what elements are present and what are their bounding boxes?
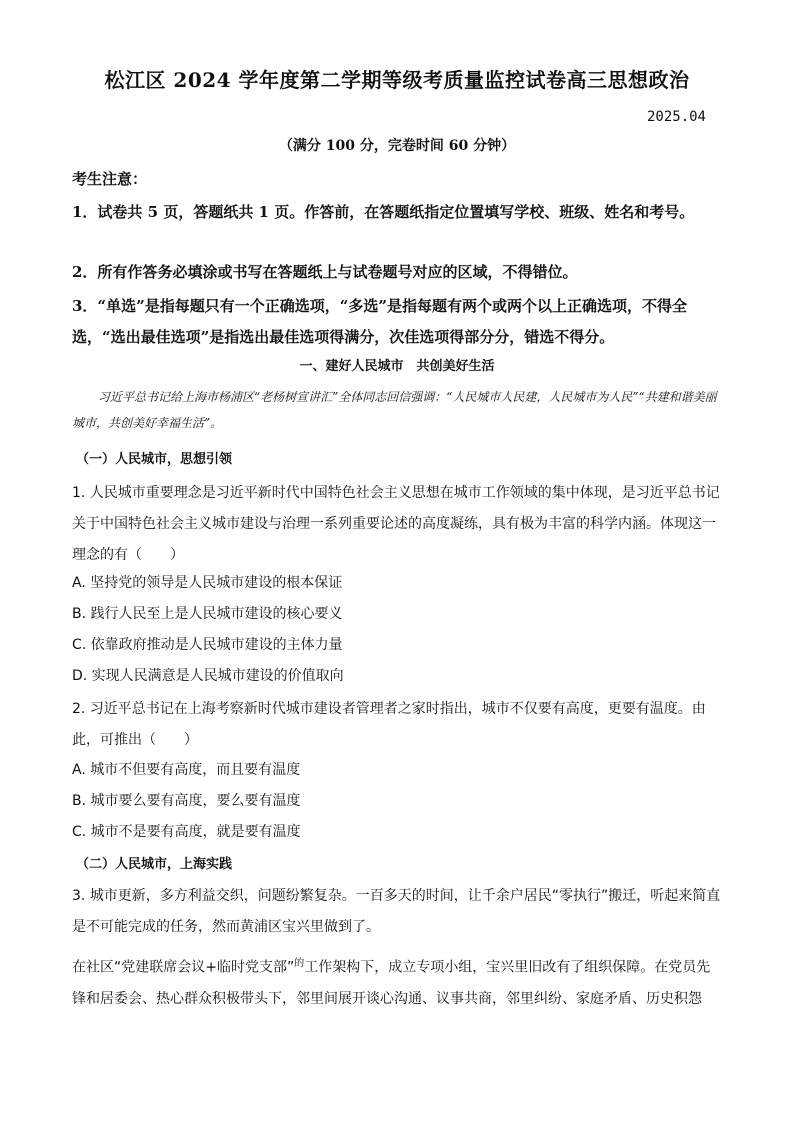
question-2-option-a: A. 城市不但要有高度，而且要有温度 <box>72 762 301 778</box>
section-intro: 习近平总书记给上海市杨浦区“老杨树宣讲汇”全体同志回信强调：“人民城市人民建，人民城市为人民”“共建和谐美丽城市，共创美好幸福生活”。 <box>72 390 717 430</box>
question-1-stem: 1. 人民城市重要理念是习近平新时代中国特色社会主义思想在城市工作领域的集中体现，是习近平总书记关于中国特色社会主义城市建设与治理一系列重要论述的高度凝练，具有极为丰富的科学内涵。体现这一理念的有（ ） <box>72 485 720 563</box>
question-3-paragraph-rest: 工作架构下，成立专项小组，宝兴里旧改有了组织保障。在党员先锋和居委会、热心群众积极带头下，邻里间展开谈心沟通、议事共商，邻里纠纷、家庭矛盾、历史积怨 <box>72 959 711 1007</box>
section-title: 一、建好人民城市 共创美好生活 <box>299 359 495 374</box>
subsection-heading-2: （二）人民城市，上海实践 <box>76 857 233 872</box>
notice-item-1: 1．试卷共 5 页，答题纸共 1 页。作答前，在答题纸指定位置填写学校、班级、姓名和考号。 <box>72 203 695 221</box>
question-2-option-b: B. 城市要么要有高度，要么要有温度 <box>72 793 301 809</box>
question-1-option-a: A. 坚持党的领导是人民城市建设的根本保证 <box>72 575 343 591</box>
notice-heading: 考生注意： <box>72 170 148 188</box>
question-1-option-c: C. 依靠政府推动是人民城市建设的主体力量 <box>72 637 343 653</box>
subsection-heading-1: （一）人民城市，思想引领 <box>76 452 233 467</box>
question-3-stem: 3. 城市更新，多方利益交织，问题纷繁复杂。一百多天的时间，让千余户居民“零执行”搬迁，听起来简直是不可能完成的任务，然而黄浦区宝兴里做到了。 <box>72 888 721 935</box>
question-3-paragraph-sup: 的 <box>294 958 305 969</box>
notice-item-3: 3．“单选”是指每题只有一个正确选项，“多选”是指每题有两个或两个以上正确选项，不得全选，“选出最佳选项”是指选出最佳选项得满分，次佳选项得部分分，错选不得分。 <box>72 297 687 346</box>
exam-subtitle: （满分 100 分，完卷时间 60 分钟） <box>278 138 516 154</box>
exam-title: 松江区 2024 学年度第二学期等级考质量监控试卷高三思想政治 <box>104 68 690 92</box>
question-3-paragraph-start: 在社区“党建联席会议+临时党支部” <box>72 959 295 976</box>
question-2-stem: 2. 习近平总书记在上海考察新时代城市建设者管理者之家时指出，城市不仅要有高度，更要有温度。由此，可推出（ ） <box>72 701 706 748</box>
question-3-paragraph <box>72 948 722 1015</box>
question-1-option-b: B. 践行人民至上是人民城市建设的核心要义 <box>72 606 343 622</box>
question-2-option-c: C. 城市不是要有高度，就是要有温度 <box>72 824 301 840</box>
notice-item-2: 2．所有作答务必填涂或书写在答题纸上与试卷题号对应的区域，不得错位。 <box>72 263 578 281</box>
question-1-option-d: D. 实现人民满意是人民城市建设的价值取向 <box>72 668 344 684</box>
exam-date: 2025.04 <box>646 109 706 125</box>
